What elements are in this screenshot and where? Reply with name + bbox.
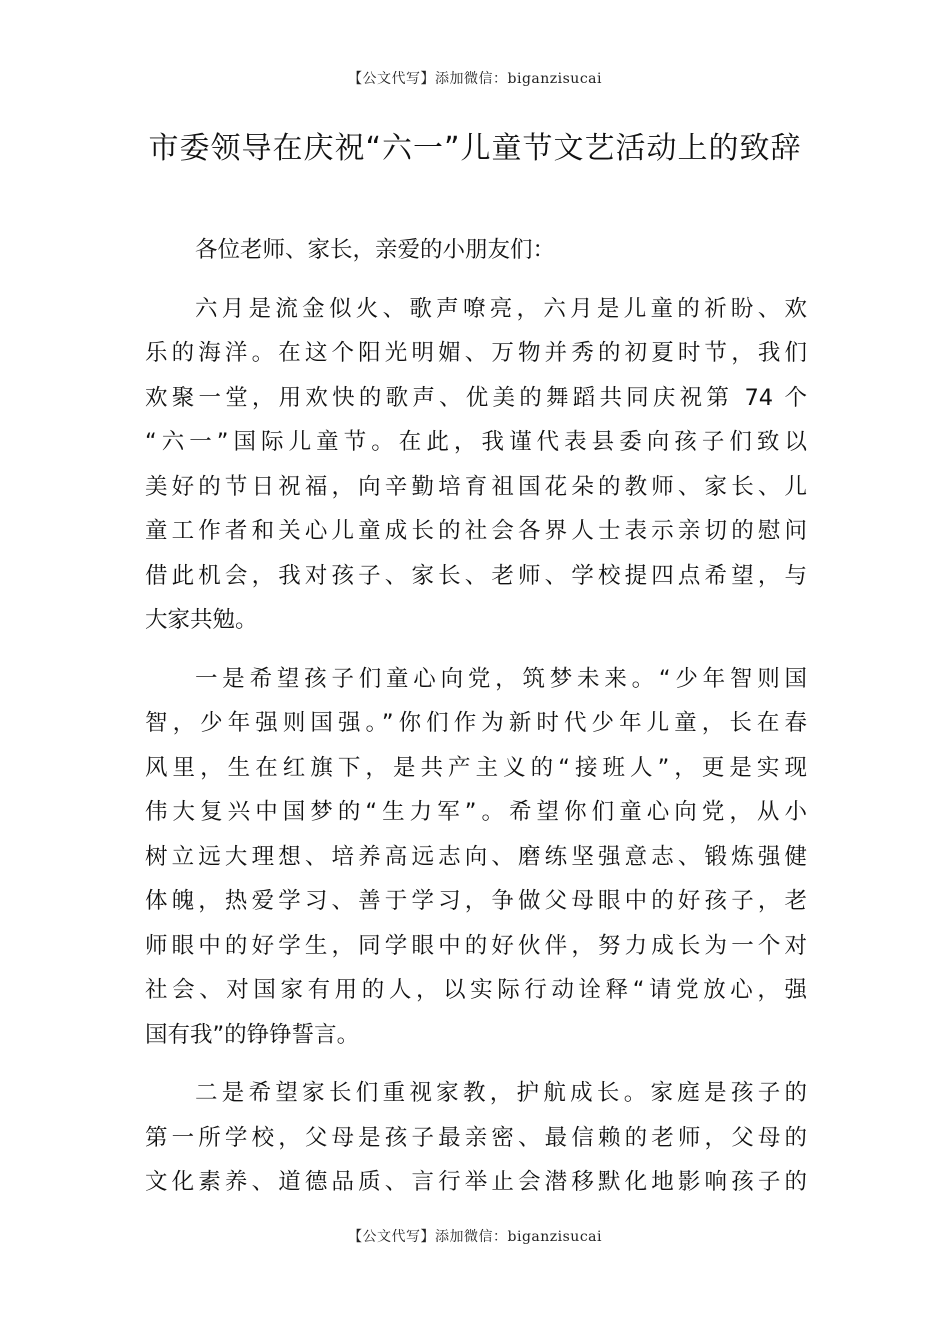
text-line: 第一所学校，父母是孩子最亲密、最信赖的老师，父母的: [145, 1124, 807, 1151]
footer-watermark: 【公文代写】添加微信：biganzisucai: [348, 1229, 602, 1245]
text-line: “六一”国际儿童节。在此，我谨代表县委向孩子们致以: [145, 429, 807, 455]
header-watermark: 【公文代写】添加微信：biganzisucai: [348, 71, 602, 87]
text-line: 借此机会，我对孩子、家长、老师、学校提四点希望，与: [145, 562, 807, 589]
paragraph-opening: [145, 287, 807, 643]
text-line: 美好的节日祝福，向辛勤培育祖国花朵的教师、家长、儿: [145, 473, 807, 500]
text-line: 文化素养、道德品质、言行举止会潜移默化地影响孩子的: [145, 1169, 807, 1195]
text-line: 童工作者和关心儿童成长的社会各界人士表示亲切的慰问: [145, 518, 807, 544]
text-line: 六月是流金似火、歌声嘹亮，六月是儿童的祈盼、欢: [195, 295, 807, 322]
text-line: 国有我”的铮铮誓言。: [145, 1021, 360, 1048]
text-line: 体魄，热爱学习、善于学习，争做父母眼中的好孩子，老: [145, 888, 807, 914]
text-line: 智，少年强则国强。”你们作为新时代少年儿童，长在春: [145, 710, 807, 736]
text-line: 风里，生在红旗下，是共产主义的“接班人”，更是实现: [145, 754, 807, 781]
text-line: 树立远大理想、培养高远志向、磨练坚强意志、锻炼强健: [145, 843, 807, 870]
text-line: 大家共勉。: [145, 607, 258, 633]
text-line: 社会、对国家有用的人，以实际行动诠释“请党放心，强: [145, 977, 807, 1003]
text-line: 欢聚一堂，用欢快的歌声、优美的舞蹈共同庆祝第 74 个: [145, 384, 807, 411]
document-body: [145, 228, 807, 1219]
paragraph-hope-one: [145, 657, 807, 1058]
text-line: 一是希望孩子们童心向党，筑梦未来。“少年智则国: [195, 665, 807, 692]
paragraph-hope-two: [145, 1071, 807, 1205]
document-title: 市委领导在庆祝“六一”儿童节文艺活动上的致辞: [148, 131, 802, 166]
text-line: 师眼中的好学生，同学眼中的好伙伴，努力成长为一个对: [145, 932, 807, 959]
text-line: 二是希望家长们重视家教，护航成长。家庭是孩子的: [195, 1080, 807, 1106]
text-line: 乐的海洋。在这个阳光明媚、万物并秀的初夏时节，我们: [145, 340, 807, 366]
salutation: 各位老师、家长，亲爱的小朋友们：: [195, 237, 556, 263]
text-line: 伟大复兴中国梦的“生力军”。希望你们童心向党，从小: [145, 799, 807, 825]
